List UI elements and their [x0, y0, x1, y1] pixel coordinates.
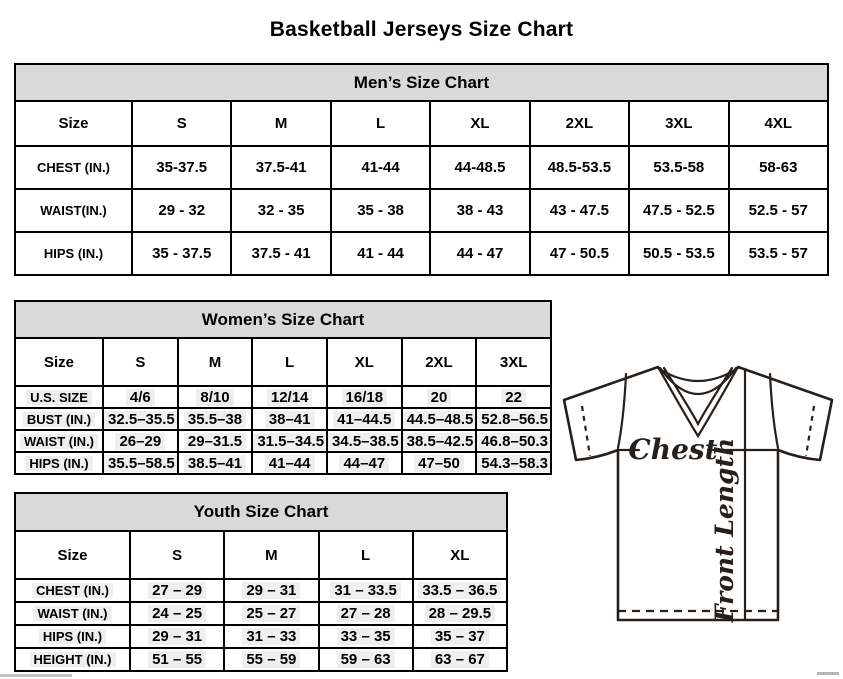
mens-size-value-cell: 38 - 43	[430, 189, 529, 232]
womens-size-value-cell: 20	[402, 386, 477, 408]
mens-col-header-3xl: 3XL	[629, 101, 728, 146]
youth-row-label: CHEST (IN.)	[15, 579, 130, 602]
youth-size-value-cell: 33.5 – 36.5	[413, 579, 507, 602]
youth-size-value-cell: 25 – 27	[224, 602, 318, 625]
youth-size-value-cell: 31 – 33.5	[319, 579, 413, 602]
mens-col-header-l: L	[331, 101, 430, 146]
mens-size-value-cell: 48.5-53.5	[530, 146, 629, 189]
mens-size-value-cell: 29 - 32	[132, 189, 231, 232]
mens-size-value-cell: 47.5 - 52.5	[629, 189, 728, 232]
womens-size-value-cell: 22	[476, 386, 551, 408]
mens-size-value-cell: 41 - 44	[331, 232, 430, 275]
womens-row-label: WAIST (IN.)	[15, 430, 103, 452]
jersey-armhole-seam-right	[770, 374, 778, 448]
mens-col-header-size: Size	[15, 101, 132, 146]
womens-size-value-cell: 52.8–56.5	[476, 408, 551, 430]
womens-size-value-cell: 26–29	[103, 430, 178, 452]
mens-size-value-cell: 32 - 35	[231, 189, 330, 232]
womens-col-header-xl: XL	[327, 338, 402, 386]
youth-size-chart-table	[14, 492, 508, 672]
womens-table-row	[15, 408, 551, 430]
youth-table-row	[15, 648, 507, 671]
mens-size-value-cell: 35 - 37.5	[132, 232, 231, 275]
youth-col-header-m: M	[224, 531, 318, 579]
womens-size-value-cell: 35.5–38	[178, 408, 253, 430]
mens-size-value-cell: 53.5-58	[629, 146, 728, 189]
womens-size-value-cell: 41–44.5	[327, 408, 402, 430]
youth-size-value-cell: 28 – 29.5	[413, 602, 507, 625]
youth-size-value-cell: 35 – 37	[413, 625, 507, 648]
youth-col-header-l: L	[319, 531, 413, 579]
womens-size-value-cell: 46.8–50.3	[476, 430, 551, 452]
jersey-cuff-stitch-left	[582, 406, 590, 456]
womens-col-header-m: M	[178, 338, 253, 386]
womens-table-row	[15, 386, 551, 408]
womens-col-header-3xl: 3XL	[476, 338, 551, 386]
jersey-outline	[564, 367, 832, 620]
womens-row-label: HIPS (IN.)	[15, 452, 103, 474]
womens-table-row	[15, 452, 551, 474]
youth-size-value-cell: 27 – 28	[319, 602, 413, 625]
youth-size-value-cell: 33 – 35	[319, 625, 413, 648]
jersey-armhole-seam-left	[618, 374, 626, 448]
mens-size-value-cell: 37.5 - 41	[231, 232, 330, 275]
youth-size-value-cell: 31 – 33	[224, 625, 318, 648]
womens-chart-title: Women’s Size Chart	[15, 301, 551, 338]
mens-table-row	[15, 146, 828, 189]
mens-size-value-cell: 44 - 47	[430, 232, 529, 275]
mens-col-header-xl: XL	[430, 101, 529, 146]
youth-row-label: WAIST (IN.)	[15, 602, 130, 625]
mens-row-label: CHEST (IN.)	[15, 146, 132, 189]
womens-size-value-cell: 32.5–35.5	[103, 408, 178, 430]
youth-col-header-s: S	[130, 531, 224, 579]
youth-size-value-cell: 24 – 25	[130, 602, 224, 625]
mens-size-value-cell: 35 - 38	[331, 189, 430, 232]
womens-row-label: BUST (IN.)	[15, 408, 103, 430]
front-length-label: Front Length	[710, 437, 739, 623]
mens-size-value-cell: 53.5 - 57	[729, 232, 828, 275]
mens-size-value-cell: 50.5 - 53.5	[629, 232, 728, 275]
womens-size-value-cell: 31.5–34.5	[252, 430, 327, 452]
womens-size-value-cell: 34.5–38.5	[327, 430, 402, 452]
youth-col-header-size: Size	[15, 531, 130, 579]
womens-size-chart-table	[14, 300, 552, 475]
youth-size-value-cell: 29 – 31	[130, 625, 224, 648]
mens-size-chart-table	[14, 63, 829, 276]
mens-table-row	[15, 232, 828, 275]
mens-col-header-2xl: 2XL	[530, 101, 629, 146]
mens-col-header-4xl: 4XL	[729, 101, 828, 146]
womens-size-value-cell: 35.5–58.5	[103, 452, 178, 474]
mens-table-row	[15, 189, 828, 232]
womens-size-value-cell: 47–50	[402, 452, 477, 474]
womens-table-row	[15, 430, 551, 452]
womens-size-value-cell: 16/18	[327, 386, 402, 408]
mens-size-value-cell: 41-44	[331, 146, 430, 189]
mens-size-value-cell: 52.5 - 57	[729, 189, 828, 232]
youth-chart-title: Youth Size Chart	[15, 493, 507, 531]
mens-chart-title: Men’s Size Chart	[15, 64, 828, 101]
womens-col-header-2xl: 2XL	[402, 338, 477, 386]
womens-size-value-cell: 54.3–58.3	[476, 452, 551, 474]
womens-col-header-size: Size	[15, 338, 103, 386]
mens-size-value-cell: 37.5-41	[231, 146, 330, 189]
youth-row-label: HEIGHT (IN.)	[15, 648, 130, 671]
womens-col-header-s: S	[103, 338, 178, 386]
mens-row-label: HIPS (IN.)	[15, 232, 132, 275]
page-title: Basketball Jerseys Size Chart	[269, 18, 574, 42]
mens-row-label: WAIST(IN.)	[15, 189, 132, 232]
mens-size-value-cell: 35-37.5	[132, 146, 231, 189]
womens-row-label: U.S. SIZE	[15, 386, 103, 408]
womens-size-value-cell: 41–44	[252, 452, 327, 474]
womens-size-value-cell: 44.5–48.5	[402, 408, 477, 430]
youth-size-value-cell: 27 – 29	[130, 579, 224, 602]
mens-size-value-cell: 47 - 50.5	[530, 232, 629, 275]
scrollbar-fragment-right[interactable]	[817, 672, 839, 675]
jersey-diagram-icon	[560, 362, 842, 628]
chest-label: Chest	[628, 433, 718, 466]
womens-size-value-cell: 38.5–41	[178, 452, 253, 474]
womens-col-header-l: L	[252, 338, 327, 386]
mens-size-value-cell: 44-48.5	[430, 146, 529, 189]
mens-col-header-m: M	[231, 101, 330, 146]
scrollbar-fragment-left[interactable]	[0, 674, 72, 677]
jersey-measurement-diagram	[560, 362, 842, 628]
jersey-cuff-stitch-right	[806, 406, 814, 456]
youth-table-row	[15, 625, 507, 648]
youth-row-label: HIPS (IN.)	[15, 625, 130, 648]
youth-size-value-cell: 55 – 59	[224, 648, 318, 671]
youth-table-row	[15, 579, 507, 602]
mens-col-header-s: S	[132, 101, 231, 146]
youth-col-header-xl: XL	[413, 531, 507, 579]
womens-size-value-cell: 44–47	[327, 452, 402, 474]
womens-size-value-cell: 38–41	[252, 408, 327, 430]
mens-size-value-cell: 43 - 47.5	[530, 189, 629, 232]
mens-size-value-cell: 58-63	[729, 146, 828, 189]
youth-size-value-cell: 29 – 31	[224, 579, 318, 602]
youth-size-value-cell: 59 – 63	[319, 648, 413, 671]
youth-table-row	[15, 602, 507, 625]
youth-size-value-cell: 51 – 55	[130, 648, 224, 671]
womens-size-value-cell: 38.5–42.5	[402, 430, 477, 452]
womens-size-value-cell: 4/6	[103, 386, 178, 408]
womens-size-value-cell: 12/14	[252, 386, 327, 408]
womens-size-value-cell: 29–31.5	[178, 430, 253, 452]
womens-size-value-cell: 8/10	[178, 386, 253, 408]
youth-size-value-cell: 63 – 67	[413, 648, 507, 671]
